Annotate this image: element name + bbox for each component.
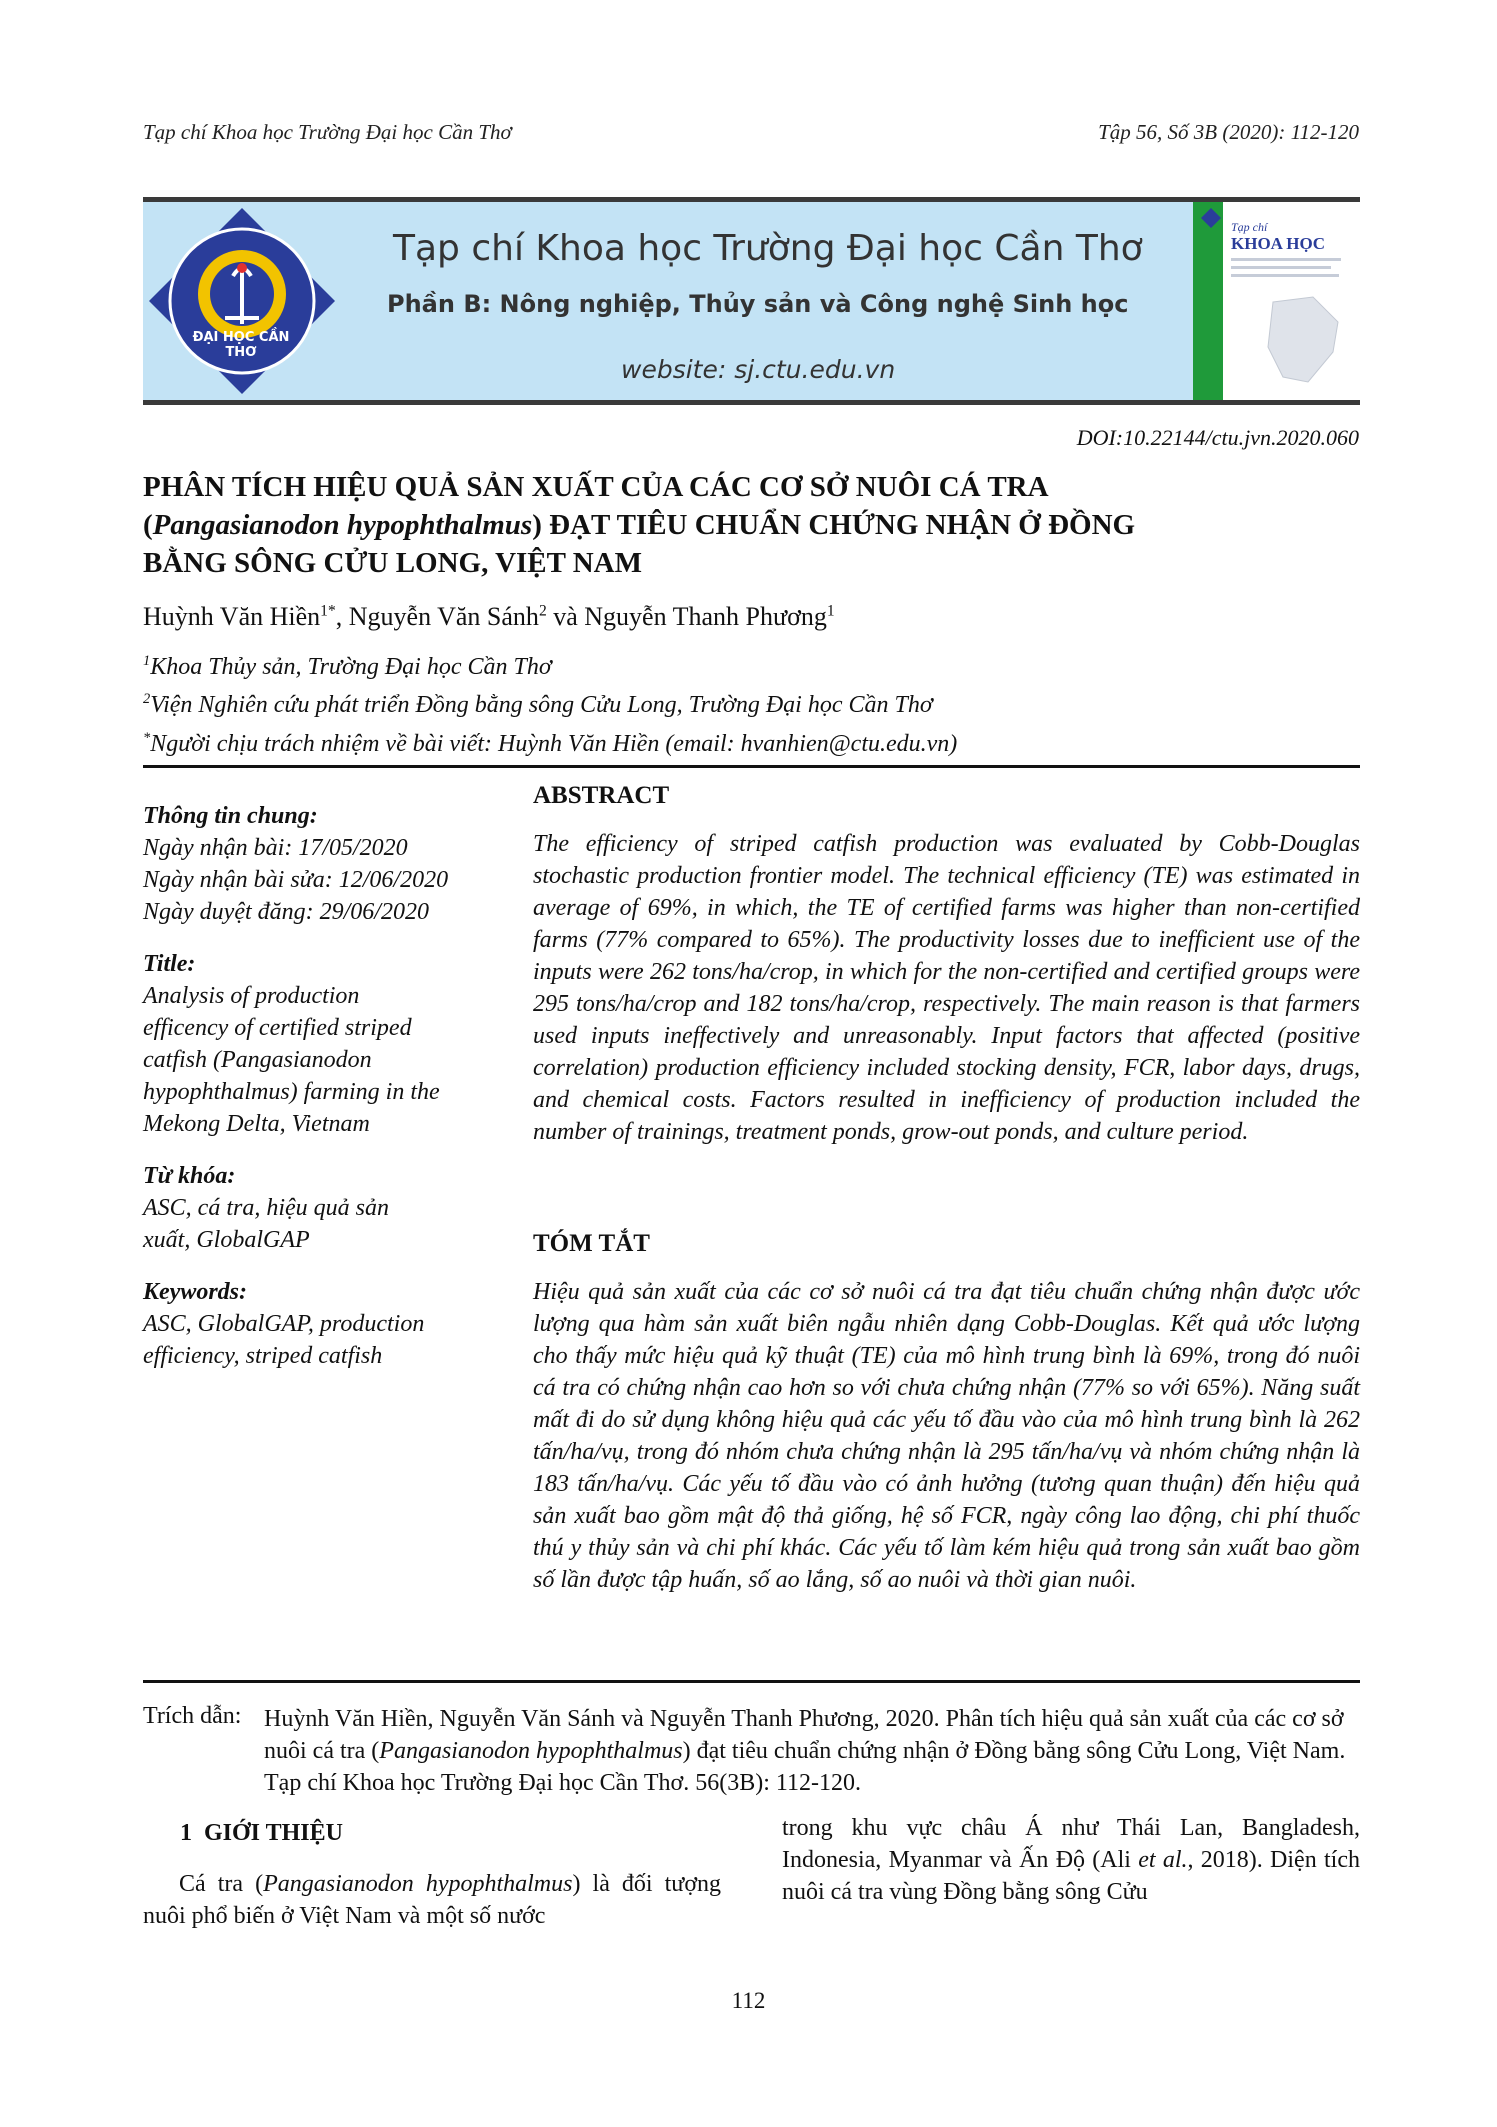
aff-3-sup: * — [143, 730, 151, 746]
info-heading: Thông tin chung: — [143, 803, 318, 829]
header-divider — [143, 765, 1360, 768]
affiliation-corresponding — [143, 730, 957, 758]
cover-label-2: KHOA HỌC — [1231, 234, 1325, 253]
citation-part-1: Huỳnh Văn Hiền, Nguyễn Văn Sánh và Nguyễn Thanh Phương, 2020. Phân tích hiệu quả sản xuất của các cơ sở nuôi cá tra ( — [264, 1706, 1344, 1764]
article-title-line-1: PHÂN TÍCH HIỆU QUẢ SẢN XUẤT CỦA CÁC CƠ SỞ NUÔI CÁ TRA — [143, 471, 1049, 503]
cover-logo-icon — [1201, 208, 1221, 228]
author-2-sup: 2 — [538, 602, 547, 620]
tomtat-text: Hiệu quả sản xuất của các cơ sở nuôi cá tra đạt tiêu chuẩn chứng nhận được ước lượng qua hàm sản xuất biên ngẫu nhiên dạng Cobb-Douglas. Kết quả ước lượng cho thấy mức hiệu quả kỹ thuật (TE) của mô hình trung bình là 69%, trong đó nuôi cá tra có chứng nhận cao hơn so với chưa chứng nhận (77% so với 65%). Năng suất mất đi do sử dụng không hiệu quả các yếu tố đầu vào của mô hình trung bình là 262 tấn/ha/vụ, trong đó nhóm chưa chứng nhận là 295 tấn/ha/vụ và nhóm chứng nhận là 183 tấn/ha/vụ. Các yếu tố đầu vào có ảnh hưởng (tương quan thuận) đến hiệu quả sản xuất bao gồm mật độ thả giống, hệ số FCR, ngày công lao động, chi phí thuốc thú y thủy sản và chi phí khác. Các yếu tố làm kém hiệu quả trong sản xuất bao gồm số lần được tập huấn, số ao lắng, số ao nuôi và thời gian nuôi. — [533, 1279, 1360, 1593]
abstract-divider — [143, 1680, 1360, 1683]
english-title-line: Analysis of production — [143, 983, 360, 1009]
cover-text-line — [1231, 258, 1341, 261]
section-1-heading — [180, 1820, 343, 1847]
aff-1-text: Khoa Thủy sản, Trường Đại học Cần Thơ — [150, 654, 552, 680]
aff-2-sup: 2 — [143, 691, 151, 707]
section-1-title: GIỚI THIỆU — [204, 1820, 343, 1846]
abstract-text: The efficiency of striped catfish production was evaluated by Cobb-Douglas stochastic production frontier model. The technical efficiency (TE) was estimated in average of 69%, in which, the TE of certified farms was higher than non-certified farms (77% compared to 65%). The productivity losses due to inefficient use of the inputs were 262 tons/ha/crop, in which for the non-certified and certified groups were 295 tons/ha/crop and 182 tons/ha/crop, respectively. The main reason is that farmers used inputs ineffectively and unreasonably. Input factors that affected (positive correlation) production efficiency included stocking density, FCR, labor days, drugs, and chemical costs. Factors resulted in inefficiency of production included the number of trainings, treatment ponds, grow-out ponds, and culture period. — [533, 831, 1360, 1145]
intro-right-1: trong khu vực châu Á như Thái Lan, Bangladesh, Indonesia, Myanmar và Ấn Độ (Ali — [782, 1815, 1360, 1873]
affiliation-2 — [143, 691, 933, 719]
running-header-right: Tập 56, Số 3B (2020): 112-120 — [1098, 120, 1359, 144]
intro-left-2: ) là đối tượng nuôi phổ biến ở Việt Nam và một số nước — [143, 1871, 722, 1929]
citation-label: Trích dẫn: — [143, 1703, 242, 1729]
en-keywords-line: ASC, GlobalGAP, production — [143, 1311, 425, 1337]
journal-banner — [143, 197, 1360, 405]
journal-section: Phần B: Nông nghiệp, Thủy sản và Công nghệ Sinh học — [387, 290, 1129, 318]
english-title-line: Mekong Delta, Vietnam — [143, 1111, 370, 1137]
revised-date: Ngày nhận bài sửa: 12/06/2020 — [143, 867, 449, 893]
university-logo-icon — [147, 206, 337, 396]
intro-left-paragraph — [143, 1868, 721, 1932]
title-species: Pangasianodon hypophthalmus — [152, 509, 533, 541]
citation-species: Pangasianodon hypophthalmus — [379, 1738, 683, 1764]
logo-ring-text: ĐẠI HỌC CẦN THƠ — [192, 330, 290, 360]
author-3: và Nguyễn Thanh Phương — [546, 602, 827, 631]
aff-3-text: Người chịu trách nhiệm về bài viết: Huỳnh Văn Hiền (email: hvanhien@ctu.edu.vn) — [150, 731, 958, 757]
english-title-line: efficency of certified striped — [143, 1015, 412, 1041]
author-1-sup: 1* — [320, 602, 336, 620]
cover-label-1: Tạp chí — [1231, 220, 1268, 234]
intro-species: Pangasianodon hypophthalmus — [263, 1871, 573, 1897]
cover-map-icon — [1253, 292, 1353, 392]
title-line-2-rest: ĐẠT TIÊU CHUẨN CHỨNG NHẬN Ở ĐỒNG — [541, 509, 1136, 541]
affiliation-1 — [143, 653, 552, 681]
doi: DOI:10.22144/ctu.jvn.2020.060 — [1076, 425, 1359, 450]
article-title-line-3: BẰNG SÔNG CỬU LONG, VIỆT NAM — [143, 547, 642, 579]
title-heading: Title: — [143, 951, 196, 977]
aff-2-text: Viện Nghiên cứu phát triển Đồng bằng sông Cửu Long, Trường Đại học Cần Thơ — [150, 692, 933, 718]
citation-text — [264, 1703, 1364, 1799]
intro-left-1: Cá tra ( — [179, 1871, 264, 1897]
authors — [143, 602, 835, 632]
page-number: 112 — [731, 1988, 766, 2013]
journal-website: website: sj.ctu.edu.vn — [621, 355, 896, 384]
received-date: Ngày nhận bài: 17/05/2020 — [143, 835, 408, 861]
tomtat-heading: TÓM TẮT — [533, 1230, 650, 1257]
en-keywords-line: efficiency, striped catfish — [143, 1343, 383, 1369]
cover-text-line — [1231, 274, 1339, 277]
vi-keywords-line: ASC, cá tra, hiệu quả sản — [143, 1195, 389, 1221]
aff-1-sup: 1 — [143, 653, 151, 669]
article-info-sidebar — [143, 800, 503, 1372]
author-3-sup: 1 — [826, 602, 835, 620]
abstract-heading: ABSTRACT — [533, 782, 670, 809]
journal-title: Tạp chí Khoa học Trường Đại học Cần Thơ — [393, 228, 1143, 269]
intro-right-paragraph — [782, 1812, 1360, 1908]
english-title-line: hypophthalmus) farming in the — [143, 1079, 440, 1105]
article-title-line-2: (Pangasianodon hypophthalmus) ĐẠT TIÊU CHUẨN CHỨNG NHẬN Ở ĐỒNG — [143, 509, 1136, 541]
en-keywords-heading: Keywords: — [143, 1279, 247, 1305]
vi-keywords-heading: Từ khóa: — [143, 1163, 236, 1189]
author-2: , Nguyễn Văn Sánh — [335, 602, 539, 631]
intro-right-2: , 2018). Diện tích nuôi cá tra vùng Đồng bằng sông Cửu — [782, 1847, 1360, 1905]
running-header-left: Tạp chí Khoa học Trường Đại học Cần Thơ — [143, 120, 512, 144]
journal-cover-thumbnail — [1193, 202, 1360, 400]
english-title-line: catfish (Pangasianodon — [143, 1047, 372, 1073]
accepted-date: Ngày duyệt đăng: 29/06/2020 — [143, 899, 429, 925]
citation-part-2: ) đạt tiêu chuẩn chứng nhận ở Đồng bằng sông Cửu Long, Việt Nam. Tạp chí Khoa học Trường Đại học Cần Thơ. 56(3B): 112-120. — [264, 1738, 1346, 1796]
intro-etal: et al. — [1138, 1847, 1188, 1873]
section-1-number: 1 — [180, 1820, 192, 1846]
cover-green-strip — [1193, 202, 1223, 400]
vi-keywords-line: xuất, GlobalGAP — [143, 1227, 310, 1253]
author-1: Huỳnh Văn Hiền — [143, 602, 321, 631]
cover-text-line — [1231, 266, 1331, 269]
